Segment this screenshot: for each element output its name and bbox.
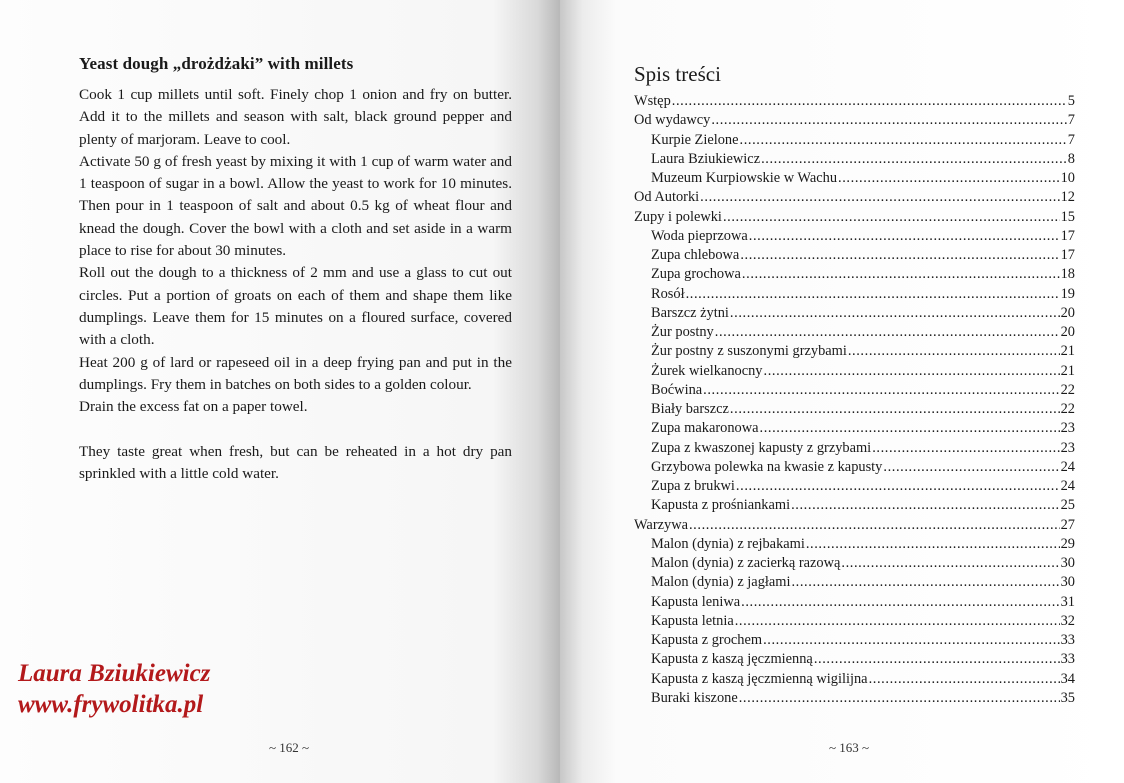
toc-entry bbox=[634, 496, 1075, 515]
toc-entry-label: Żur postny bbox=[651, 324, 714, 340]
toc-entry-label: Grzybowa polewka na kwasie z kapusty bbox=[651, 458, 883, 475]
toc-entry bbox=[634, 458, 1075, 477]
toc-entry-page: 33 bbox=[1060, 632, 1075, 648]
toc-entry-label: Żurek wielkanocny bbox=[651, 362, 763, 379]
toc-leader-dots bbox=[740, 131, 1067, 150]
toc-entry-page: 21 bbox=[1060, 343, 1075, 360]
toc-entry bbox=[634, 246, 1075, 265]
toc-entry-page: 17 bbox=[1060, 227, 1075, 244]
toc-leader-dots bbox=[735, 612, 1060, 631]
toc-entry-page: 22 bbox=[1060, 401, 1075, 417]
toc-entry-label: Malon (dynia) z zacierką razową bbox=[651, 555, 841, 571]
toc-entry-page: 7 bbox=[1067, 112, 1075, 129]
toc-leader-dots bbox=[723, 208, 1060, 227]
toc-entry-page: 29 bbox=[1060, 535, 1075, 552]
toc-entry bbox=[634, 285, 1075, 304]
toc-entry-page: 35 bbox=[1060, 689, 1075, 706]
toc-entry bbox=[634, 593, 1075, 612]
watermark-url: www.frywolitka.pl bbox=[18, 691, 204, 718]
toc-entry bbox=[634, 516, 1075, 535]
toc-leader-dots bbox=[841, 554, 1059, 573]
toc-leader-dots bbox=[806, 535, 1060, 554]
recipe-paragraph: Heat 200 g of lard or rapeseed oil in a deep frying pan and put in the dumplings. Fry them in batches on both sides to a golden colour. bbox=[79, 353, 512, 393]
toc-entry-page: 22 bbox=[1060, 381, 1075, 398]
toc-entry-page: 25 bbox=[1060, 497, 1075, 514]
toc-leader-dots bbox=[883, 458, 1059, 477]
toc-entry-page: 34 bbox=[1060, 670, 1075, 687]
toc-leader-dots bbox=[848, 342, 1060, 361]
toc-entry-label: Żur postny z suszonymi grzybami bbox=[651, 343, 847, 360]
toc-entry-page: 19 bbox=[1060, 285, 1075, 302]
toc-entry-page: 17 bbox=[1060, 247, 1075, 263]
recipe-paragraph: Drain the excess fat on a paper towel. bbox=[79, 398, 308, 416]
toc-entry-page: 23 bbox=[1060, 439, 1075, 456]
recipe-paragraph: Roll out the dough to a thickness of 2 mm and use a glass to cut out circles. Put a portion of groats on each of them and shape them like dumplings. Leave them for 15 minutes on a floured surface, covered with a cloth. bbox=[79, 264, 512, 349]
toc-leader-dots bbox=[730, 400, 1060, 419]
toc-entry bbox=[634, 342, 1075, 361]
toc-entry bbox=[634, 111, 1075, 130]
toc-entry-label: Kapusta z prośniankami bbox=[651, 497, 791, 514]
recipe-title: Yeast dough „drożdżaki” with millets bbox=[79, 54, 354, 73]
toc-entry-page: 30 bbox=[1060, 555, 1075, 571]
toc-entry bbox=[634, 188, 1075, 207]
toc-entry-label: Laura Bziukiewicz bbox=[651, 150, 761, 167]
toc-entry-label: Kurpie Zielone bbox=[651, 131, 739, 148]
toc-entry bbox=[634, 419, 1075, 438]
toc-entry-label: Barszcz żytni bbox=[651, 304, 729, 321]
toc-entry bbox=[634, 265, 1075, 284]
toc-title: Spis treści bbox=[634, 62, 721, 86]
toc-leader-dots bbox=[838, 169, 1060, 188]
watermark-name: Laura Bziukiewicz bbox=[18, 660, 211, 687]
toc-leader-dots bbox=[872, 439, 1059, 458]
toc-entry-label: Kapusta leniwa bbox=[651, 593, 741, 610]
toc-entry bbox=[634, 400, 1075, 419]
toc-entry-label: Rosół bbox=[651, 285, 685, 302]
toc-entry-page: 10 bbox=[1060, 170, 1075, 186]
toc-entry bbox=[634, 208, 1075, 227]
toc-entry-label: Kapusta letnia bbox=[651, 612, 734, 629]
toc-entry bbox=[634, 92, 1075, 111]
toc-entry-label: Buraki kiszone bbox=[651, 689, 738, 706]
toc-entry-label: Malon (dynia) z jagłami bbox=[651, 574, 791, 591]
toc-entry-label: Muzeum Kurpiowskie w Wachu bbox=[651, 170, 838, 186]
toc-entry-page: 18 bbox=[1060, 266, 1075, 283]
toc-leader-dots bbox=[741, 593, 1059, 612]
page-number-left: ~ 162 ~ bbox=[269, 740, 310, 755]
toc-entry-page: 8 bbox=[1067, 150, 1075, 167]
toc-entry-label: Malon (dynia) z rejbakami bbox=[651, 535, 805, 552]
toc-entry bbox=[634, 554, 1075, 573]
toc-entry-label: Od Autorki bbox=[634, 189, 700, 206]
toc-entry-label: Boćwina bbox=[651, 381, 703, 398]
toc-entry-page: 23 bbox=[1060, 420, 1075, 437]
recipe-paragraph: Cook 1 cup millets until soft. Finely chop 1 onion and fry on butter. Add it to the millets and season with salt, black ground pepper and plenty of marjoram. Leave to cool. bbox=[79, 86, 512, 148]
toc-entry-label: Od wydawcy bbox=[634, 112, 711, 129]
toc-leader-dots bbox=[791, 496, 1060, 515]
toc-list bbox=[634, 92, 1075, 708]
toc-leader-dots bbox=[736, 477, 1060, 496]
toc-entry-label: Zupa z kwaszonej kapusty z grzybami bbox=[651, 439, 872, 456]
toc-entry bbox=[634, 150, 1075, 169]
toc-entry-label: Biały barszcz bbox=[651, 401, 729, 417]
recipe-paragraph: Activate 50 g of fresh yeast by mixing it with 1 cup of warm water and 1 teaspoon of sugar in a bowl. Allow the yeast to work for 10 minutes. Then pour in 1 teaspoon of salt and about 0.5 kg of wheat flour and knead the dough. Cover the bowl with a cloth and set aside in a warm place to rise for about 30 minutes. bbox=[79, 152, 512, 260]
toc-leader-dots bbox=[730, 304, 1060, 323]
toc-entry-label: Wstęp bbox=[634, 93, 671, 109]
toc-entry bbox=[634, 612, 1075, 631]
toc-entry bbox=[634, 573, 1075, 592]
toc-entry-label: Warzywa bbox=[634, 516, 688, 533]
toc-entry bbox=[634, 227, 1075, 246]
toc-entry-page: 24 bbox=[1060, 458, 1075, 475]
toc-entry-page: 31 bbox=[1060, 593, 1075, 610]
toc-leader-dots bbox=[749, 227, 1060, 246]
toc-entry-page: 27 bbox=[1060, 516, 1075, 533]
toc-entry bbox=[634, 304, 1075, 323]
toc-leader-dots bbox=[711, 111, 1066, 130]
toc-entry-label: Zupa grochowa bbox=[651, 266, 741, 283]
toc-entry-page: 5 bbox=[1067, 93, 1075, 109]
toc-entry-page: 33 bbox=[1060, 651, 1075, 668]
toc-entry bbox=[634, 670, 1075, 689]
toc-leader-dots bbox=[814, 650, 1060, 669]
toc-entry bbox=[634, 689, 1075, 708]
toc-entry-label: Kapusta z kaszą jęczmienną bbox=[651, 651, 813, 668]
recipe-body bbox=[79, 84, 512, 485]
toc-entry-label: Kapusta z grochem bbox=[651, 632, 763, 648]
toc-entry bbox=[634, 131, 1075, 150]
toc-entry bbox=[634, 631, 1075, 650]
toc-leader-dots bbox=[689, 516, 1060, 535]
recipe-paragraph: They taste great when fresh, but can be reheated in a hot dry pan sprinkled with a little cold water. bbox=[79, 442, 512, 483]
toc-leader-dots bbox=[739, 689, 1060, 708]
toc-entry-label: Woda pieprzowa bbox=[651, 227, 748, 244]
toc-leader-dots bbox=[869, 670, 1060, 689]
toc-entry-label: Zupa z brukwi bbox=[651, 478, 735, 494]
toc-entry-page: 7 bbox=[1067, 131, 1075, 148]
toc-leader-dots bbox=[703, 381, 1059, 400]
toc-leader-dots bbox=[700, 188, 1059, 207]
toc-entry bbox=[634, 477, 1075, 496]
toc-entry bbox=[634, 650, 1075, 669]
toc-entry-page: 12 bbox=[1060, 189, 1075, 206]
left-page bbox=[0, 0, 560, 783]
toc-entry bbox=[634, 535, 1075, 554]
toc-entry-page: 32 bbox=[1060, 612, 1075, 629]
toc-entry bbox=[634, 362, 1075, 381]
toc-entry bbox=[634, 381, 1075, 400]
toc-entry-label: Zupy i polewki bbox=[634, 208, 722, 225]
toc-entry bbox=[634, 439, 1075, 458]
toc-entry-page: 15 bbox=[1060, 208, 1075, 225]
toc-leader-dots bbox=[763, 631, 1060, 650]
toc-entry bbox=[634, 169, 1075, 188]
toc-leader-dots bbox=[742, 265, 1060, 284]
toc-leader-dots bbox=[761, 150, 1067, 169]
toc-entry-page: 30 bbox=[1060, 574, 1075, 591]
watermark bbox=[18, 658, 210, 720]
toc-entry-page: 20 bbox=[1060, 304, 1075, 321]
toc-leader-dots bbox=[686, 285, 1060, 304]
toc-leader-dots bbox=[791, 573, 1059, 592]
toc-entry-label: Zupa makaronowa bbox=[651, 420, 759, 437]
page-number-right: ~ 163 ~ bbox=[829, 740, 870, 755]
toc-leader-dots bbox=[672, 92, 1067, 111]
toc-leader-dots bbox=[760, 419, 1060, 438]
toc-leader-dots bbox=[764, 362, 1060, 381]
toc-entry bbox=[634, 323, 1075, 342]
toc-entry-page: 21 bbox=[1060, 362, 1075, 379]
toc-entry-label: Zupa chlebowa bbox=[651, 247, 740, 263]
toc-entry-page: 20 bbox=[1060, 324, 1075, 340]
toc-leader-dots bbox=[715, 323, 1060, 342]
toc-entry-page: 24 bbox=[1060, 478, 1075, 494]
toc-entry-label: Kapusta z kaszą jęczmienną wigilijna bbox=[651, 670, 868, 687]
toc-leader-dots bbox=[740, 246, 1059, 265]
